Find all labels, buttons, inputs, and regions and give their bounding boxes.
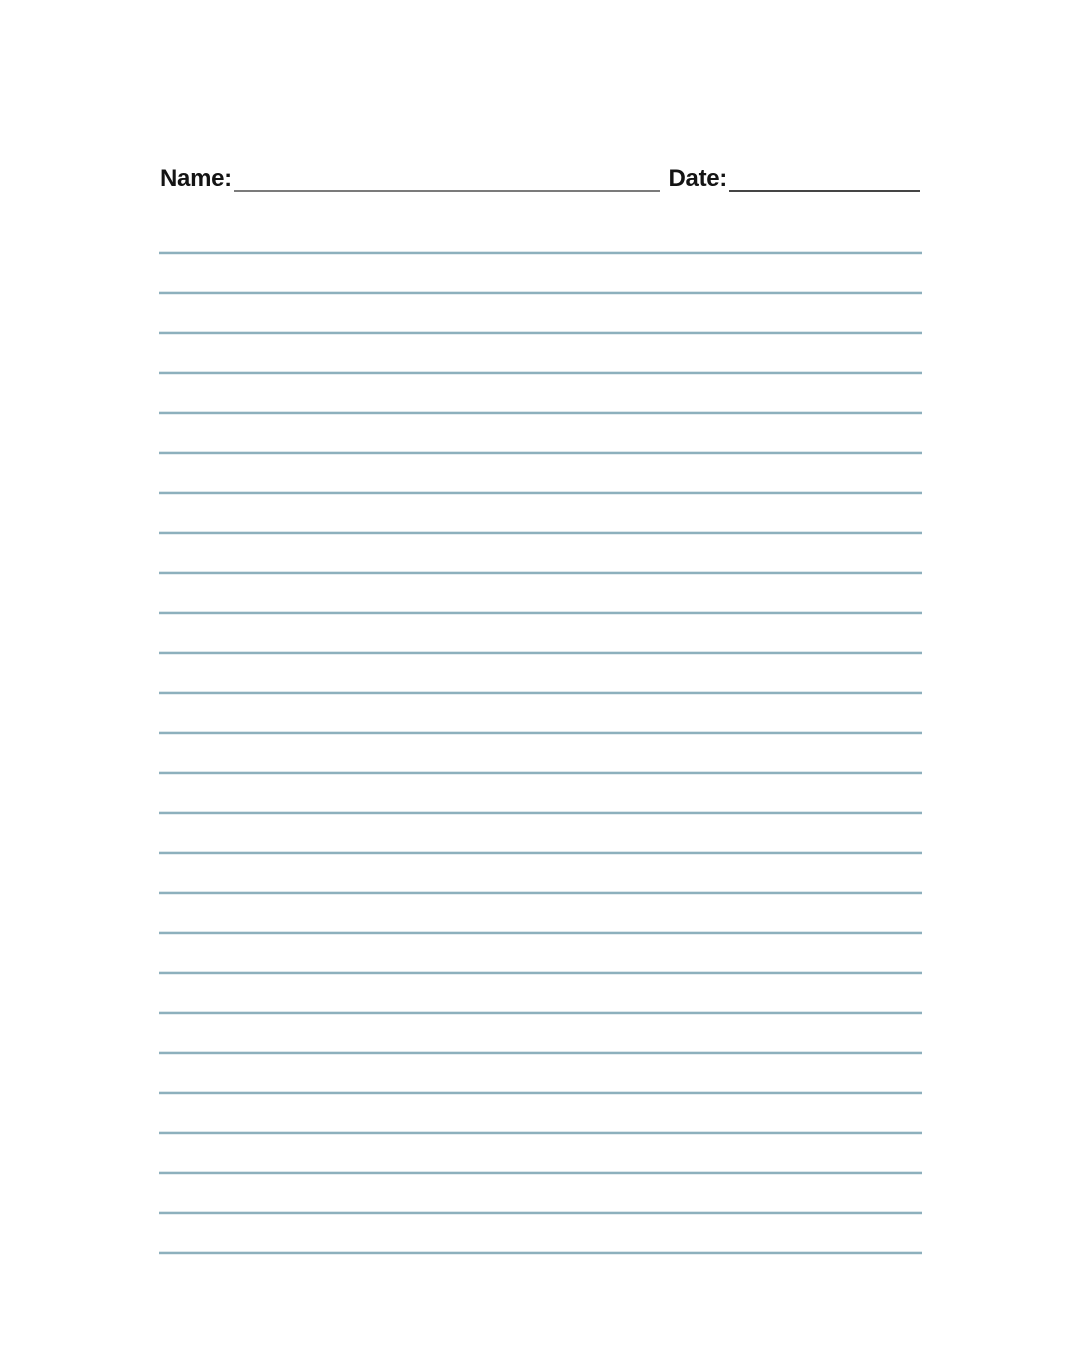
name-label: Name:: [160, 165, 232, 192]
name-fill-line: [234, 190, 661, 192]
ruled-line: [159, 532, 922, 534]
ruled-line: [159, 292, 922, 294]
ruled-line: [159, 372, 922, 374]
ruled-line: [159, 1052, 922, 1054]
ruled-lines: [159, 252, 922, 1254]
ruled-line: [159, 1212, 922, 1214]
ruled-line: [159, 572, 922, 574]
ruled-line: [159, 692, 922, 694]
ruled-line: [159, 332, 922, 334]
date-fill-line: [729, 190, 920, 192]
ruled-line: [159, 932, 922, 934]
ruled-line: [159, 252, 922, 254]
ruled-line: [159, 492, 922, 494]
ruled-line: [159, 892, 922, 894]
ruled-line: [159, 1012, 922, 1014]
ruled-line: [159, 1172, 922, 1174]
ruled-line: [159, 812, 922, 814]
ruled-line: [159, 412, 922, 414]
ruled-line: [159, 612, 922, 614]
ruled-line: [159, 732, 922, 734]
ruled-line: [159, 1252, 922, 1254]
ruled-line: [159, 652, 922, 654]
ruled-line: [159, 772, 922, 774]
date-label: Date:: [668, 165, 727, 192]
ruled-line: [159, 1132, 922, 1134]
ruled-line: [159, 1092, 922, 1094]
header-row: [160, 166, 920, 192]
ruled-line: [159, 452, 922, 454]
ruled-line: [159, 852, 922, 854]
ruled-line: [159, 972, 922, 974]
